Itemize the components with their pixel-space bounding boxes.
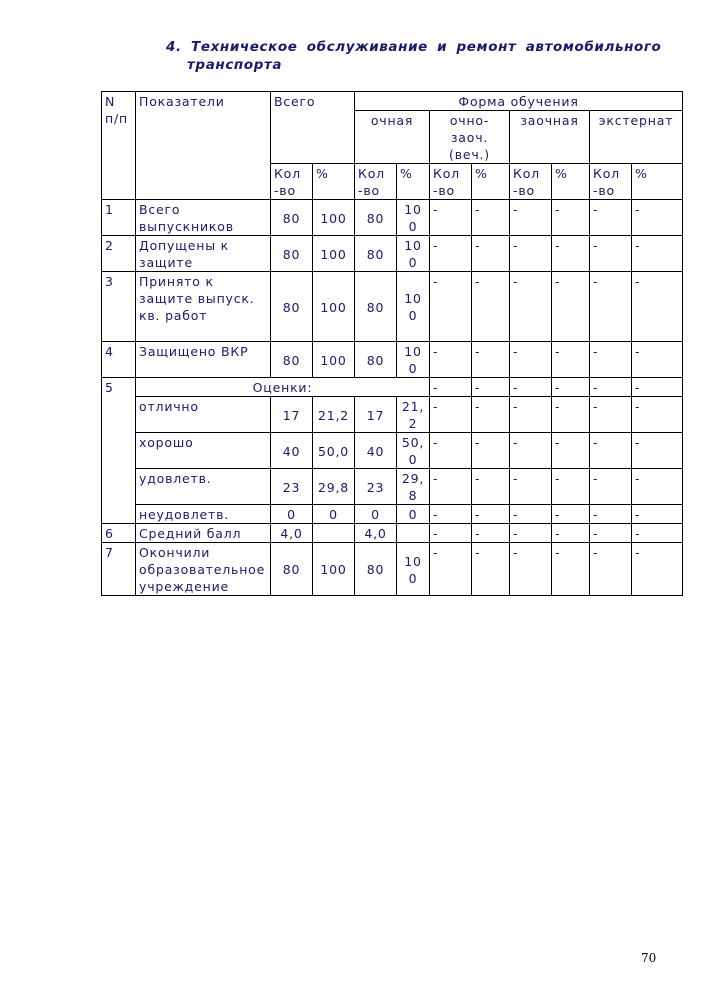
evening-count: -	[430, 543, 472, 596]
total-count: 80	[271, 543, 313, 596]
header-external: экстернат	[590, 111, 683, 164]
header-count: Кол -во	[355, 164, 397, 200]
external-percent: -	[632, 378, 683, 397]
full-time-count: 80	[355, 236, 397, 272]
section-title	[166, 38, 666, 74]
table-row	[102, 236, 683, 272]
correspondence-percent: -	[552, 433, 590, 469]
full-time-percent: 10 0	[397, 543, 430, 596]
table-row	[102, 342, 683, 378]
external-count: -	[590, 469, 632, 505]
header-evening: очно-заоч. (веч.)	[430, 111, 510, 164]
total-percent: 100	[313, 342, 355, 378]
table-row	[102, 200, 683, 236]
header-percent: %	[552, 164, 590, 200]
header-count: Кол -во	[430, 164, 472, 200]
row-number: 3	[102, 272, 136, 342]
external-percent: -	[632, 200, 683, 236]
external-percent: -	[632, 342, 683, 378]
external-percent: -	[632, 543, 683, 596]
correspondence-percent: -	[552, 469, 590, 505]
header-count: Кол -во	[510, 164, 552, 200]
total-percent: 29,8	[313, 469, 355, 505]
correspondence-count: -	[510, 236, 552, 272]
header-count: Кол -во	[271, 164, 313, 200]
page-number: 70	[641, 951, 657, 965]
grades-label: Оценки:	[136, 378, 430, 397]
external-count: -	[590, 200, 632, 236]
total-count: 80	[271, 272, 313, 342]
total-count: 80	[271, 236, 313, 272]
correspondence-count: -	[510, 543, 552, 596]
average-row	[102, 524, 683, 543]
external-count: -	[590, 505, 632, 524]
evening-count: -	[430, 524, 472, 543]
evening-percent: -	[472, 524, 510, 543]
full-time-percent: 10 0	[397, 236, 430, 272]
external-percent: -	[632, 524, 683, 543]
evening-count: -	[430, 433, 472, 469]
header-total: Всего	[271, 92, 355, 164]
header-percent: %	[313, 164, 355, 200]
evening-count: -	[430, 505, 472, 524]
external-count: -	[590, 433, 632, 469]
row-number: 4	[102, 342, 136, 378]
evening-count: -	[430, 397, 472, 433]
table-row	[102, 272, 683, 342]
grade-row	[102, 469, 683, 505]
evening-count: -	[430, 469, 472, 505]
external-percent: -	[632, 433, 683, 469]
evening-percent: -	[472, 342, 510, 378]
correspondence-percent: -	[552, 272, 590, 342]
total-percent: 50,0	[313, 433, 355, 469]
total-count: 80	[271, 200, 313, 236]
row-number: 7	[102, 543, 136, 596]
header-indicator: Показатели	[136, 92, 271, 200]
grade-label: неудовлетв.	[136, 505, 271, 524]
correspondence-count: -	[510, 200, 552, 236]
correspondence-percent: -	[552, 505, 590, 524]
correspondence-percent: -	[552, 200, 590, 236]
evening-count: -	[430, 378, 472, 397]
full-time-percent: 10 0	[397, 200, 430, 236]
row-label: Принято к защите выпуск. кв. работ	[136, 272, 271, 342]
total-count: 4,0	[271, 524, 313, 543]
external-percent: -	[632, 469, 683, 505]
full-time-percent: 21, 2	[397, 397, 430, 433]
correspondence-percent: -	[552, 397, 590, 433]
correspondence-count: -	[510, 469, 552, 505]
total-count: 0	[271, 505, 313, 524]
grades-header-row	[102, 378, 683, 397]
header-n: N п/п	[102, 92, 136, 200]
header-form: Форма обучения	[355, 92, 683, 111]
correspondence-percent: -	[552, 342, 590, 378]
external-count: -	[590, 543, 632, 596]
row-label: Окончили образовательное учреждение	[136, 543, 271, 596]
row-number: 2	[102, 236, 136, 272]
full-time-percent: 29, 8	[397, 469, 430, 505]
header-correspondence: заочная	[510, 111, 590, 164]
evening-percent: -	[472, 397, 510, 433]
correspondence-count: -	[510, 378, 552, 397]
evening-count: -	[430, 272, 472, 342]
evening-percent: -	[472, 200, 510, 236]
row-number: 5	[102, 378, 136, 524]
total-count: 17	[271, 397, 313, 433]
full-time-count: 80	[355, 543, 397, 596]
evening-percent: -	[472, 272, 510, 342]
evening-count: -	[430, 236, 472, 272]
correspondence-count: -	[510, 272, 552, 342]
external-count: -	[590, 397, 632, 433]
correspondence-count: -	[510, 397, 552, 433]
evening-count: -	[430, 342, 472, 378]
total-count: 40	[271, 433, 313, 469]
external-count: -	[590, 236, 632, 272]
total-count: 80	[271, 342, 313, 378]
full-time-count: 80	[355, 342, 397, 378]
section-title-line1: 4. Техническое обслуживание и ремонт автомобильного	[166, 39, 662, 55]
section-title-line2: транспорта	[187, 57, 283, 73]
full-time-count: 4,0	[355, 524, 397, 543]
total-percent: 100	[313, 200, 355, 236]
external-percent: -	[632, 397, 683, 433]
total-count: 23	[271, 469, 313, 505]
row-label: Средний балл	[136, 524, 271, 543]
header-row-1	[102, 92, 683, 111]
full-time-percent: 10 0	[397, 342, 430, 378]
header-percent: %	[632, 164, 683, 200]
correspondence-percent: -	[552, 543, 590, 596]
row-label: Защищено ВКР	[136, 342, 271, 378]
full-time-count: 80	[355, 272, 397, 342]
grade-label: удовлетв.	[136, 469, 271, 505]
correspondence-percent: -	[552, 378, 590, 397]
grade-row	[102, 397, 683, 433]
header-full-time: очная	[355, 111, 430, 164]
total-percent: 21,2	[313, 397, 355, 433]
grade-label: хорошо	[136, 433, 271, 469]
full-time-percent: 0	[397, 505, 430, 524]
full-time-count: 40	[355, 433, 397, 469]
row-number: 1	[102, 200, 136, 236]
total-percent: 100	[313, 236, 355, 272]
evening-percent: -	[472, 505, 510, 524]
correspondence-count: -	[510, 433, 552, 469]
header-percent: %	[397, 164, 430, 200]
total-percent	[313, 524, 355, 543]
external-count: -	[590, 524, 632, 543]
evening-percent: -	[472, 378, 510, 397]
row-number: 6	[102, 524, 136, 543]
finished-row	[102, 543, 683, 596]
full-time-count: 17	[355, 397, 397, 433]
full-time-percent: 10 0	[397, 272, 430, 342]
correspondence-count: -	[510, 524, 552, 543]
external-percent: -	[632, 236, 683, 272]
external-count: -	[590, 272, 632, 342]
external-percent: -	[632, 272, 683, 342]
evening-percent: -	[472, 469, 510, 505]
full-time-count: 0	[355, 505, 397, 524]
full-time-percent: 50, 0	[397, 433, 430, 469]
evening-count: -	[430, 200, 472, 236]
grade-row	[102, 505, 683, 524]
grade-label: отлично	[136, 397, 271, 433]
evening-percent: -	[472, 236, 510, 272]
graduates-table	[101, 91, 683, 596]
evening-percent: -	[472, 543, 510, 596]
grade-row	[102, 433, 683, 469]
full-time-percent	[397, 524, 430, 543]
correspondence-percent: -	[552, 236, 590, 272]
total-percent: 100	[313, 272, 355, 342]
external-percent: -	[632, 505, 683, 524]
header-percent: %	[472, 164, 510, 200]
correspondence-count: -	[510, 505, 552, 524]
row-label: Допущены к защите	[136, 236, 271, 272]
correspondence-percent: -	[552, 524, 590, 543]
header-count: Кол -во	[590, 164, 632, 200]
total-percent: 0	[313, 505, 355, 524]
correspondence-count: -	[510, 342, 552, 378]
external-count: -	[590, 378, 632, 397]
total-percent: 100	[313, 543, 355, 596]
full-time-count: 23	[355, 469, 397, 505]
row-label: Всего выпускников	[136, 200, 271, 236]
evening-percent: -	[472, 433, 510, 469]
full-time-count: 80	[355, 200, 397, 236]
external-count: -	[590, 342, 632, 378]
